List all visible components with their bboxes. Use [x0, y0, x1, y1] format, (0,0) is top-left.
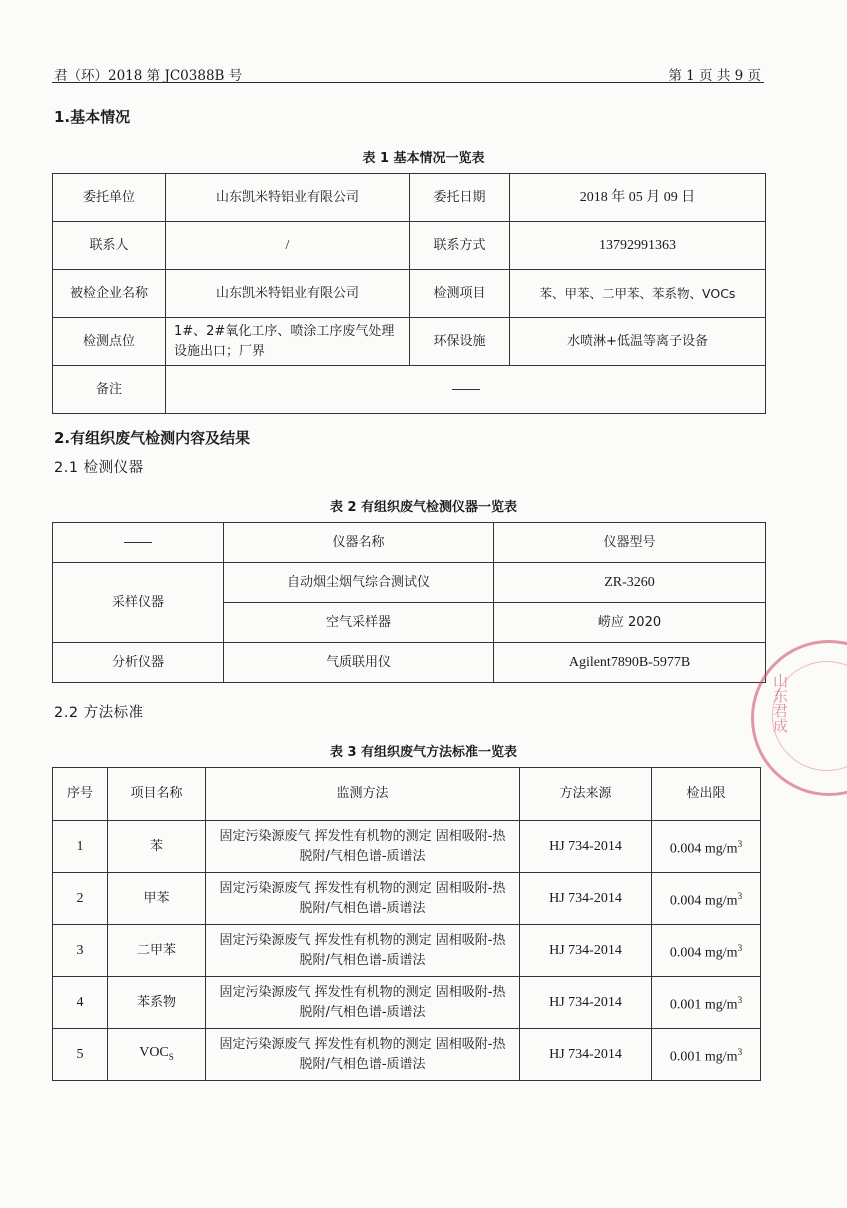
- table-row: [53, 270, 766, 318]
- cell-value: 山东凯米特铝业有限公司: [166, 174, 410, 222]
- cell-label: 委托日期: [410, 174, 510, 222]
- cell-header: 项目名称: [108, 768, 206, 821]
- cell-source: HJ 734-2014: [520, 977, 652, 1029]
- cell-limit: [652, 1029, 761, 1081]
- table-row: [53, 925, 761, 977]
- cell-header: 监测方法: [206, 768, 520, 821]
- table-row: [53, 643, 766, 683]
- table-3-caption: 表 3 有组织废气方法标准一览表: [329, 745, 518, 760]
- page-indicator: 第 1 页 共 9 页: [668, 68, 761, 84]
- cell-value: 空气采样器: [224, 603, 494, 643]
- table-row: [53, 318, 766, 366]
- cell-limit: [652, 821, 761, 873]
- cell-limit: [652, 977, 761, 1029]
- subsection-2-1-title: 2.1 检测仪器: [54, 460, 144, 476]
- cell-item: 甲苯: [108, 873, 206, 925]
- cell-label: 联系方式: [410, 222, 510, 270]
- cell-no: 3: [53, 925, 108, 977]
- cell-no: 4: [53, 977, 108, 1029]
- cell-header: 仪器名称: [224, 523, 494, 563]
- cell-value: 1#、2#氧化工序、喷涂工序废气处理设施出口；厂界: [166, 318, 410, 366]
- cell-source: HJ 734-2014: [520, 821, 652, 873]
- table-row: [53, 174, 766, 222]
- cell-label: 检测点位: [53, 318, 166, 366]
- cell-label: 联系人: [53, 222, 166, 270]
- section-1-title: 1.基本情况: [54, 108, 131, 126]
- limit-exponent: 3: [737, 890, 743, 901]
- item-subscript: S: [168, 1051, 174, 1062]
- cell-header: 序号: [53, 768, 108, 821]
- cell-value: 自动烟尘烟气综合测试仪: [224, 563, 494, 603]
- table-1-caption: 表 1 基本情况一览表: [362, 151, 485, 166]
- cell-item: [108, 1029, 206, 1081]
- cell-value: Agilent7890B-5977B: [494, 643, 766, 683]
- basic-info-table: [52, 173, 766, 414]
- table-header-row: [53, 768, 761, 821]
- cell-header: [53, 523, 224, 563]
- table-row: [53, 821, 761, 873]
- remark-value: [166, 366, 766, 414]
- cell-label: 委托单位: [53, 174, 166, 222]
- cell-value: 气质联用仪: [224, 643, 494, 683]
- cell-category: 分析仪器: [53, 643, 224, 683]
- cell-method: 固定污染源废气 挥发性有机物的测定 固相吸附-热脱附/气相色谱-质谱法: [206, 821, 520, 873]
- header-divider: [52, 82, 764, 83]
- cell-label: 环保设施: [410, 318, 510, 366]
- table-row: [53, 222, 766, 270]
- cell-item: 苯: [108, 821, 206, 873]
- table-row: [53, 366, 766, 414]
- table-row: [53, 563, 766, 603]
- cell-value: 崂应 2020: [494, 603, 766, 643]
- dash-mark: [124, 542, 152, 543]
- cell-label: 被检企业名称: [53, 270, 166, 318]
- cell-category: 采样仪器: [53, 563, 224, 643]
- method-standard-table: [52, 767, 761, 1081]
- cell-value: 13792991363: [510, 222, 766, 270]
- cell-header: 方法来源: [520, 768, 652, 821]
- limit-exponent: 3: [737, 1046, 743, 1057]
- limit-value: 0.004 mg/m: [669, 893, 738, 909]
- report-number: 君（环）2018 第 JC0388B 号: [54, 68, 243, 84]
- instrument-table: [52, 522, 766, 683]
- limit-exponent: 3: [737, 942, 743, 953]
- table-row: [53, 977, 761, 1029]
- cell-header: 检出限: [652, 768, 761, 821]
- cell-value: 2018 年 05 月 09 日: [510, 174, 766, 222]
- cell-value: /: [166, 222, 410, 270]
- cell-limit: [652, 873, 761, 925]
- cell-label: 检测项目: [410, 270, 510, 318]
- cell-method: 固定污染源废气 挥发性有机物的测定 固相吸附-热脱附/气相色谱-质谱法: [206, 1029, 520, 1081]
- cell-no: 1: [53, 821, 108, 873]
- limit-value: 0.001 mg/m: [669, 1049, 738, 1065]
- limit-value: 0.001 mg/m: [669, 997, 738, 1013]
- table-row: [53, 1029, 761, 1081]
- table-row: [53, 523, 766, 563]
- section-2-title: 2.有组织废气检测内容及结果: [54, 429, 251, 447]
- cell-value: 苯、甲苯、二甲苯、苯系物、VOCs: [510, 270, 766, 318]
- cell-source: HJ 734-2014: [520, 1029, 652, 1081]
- cell-item: 二甲苯: [108, 925, 206, 977]
- cell-source: HJ 734-2014: [520, 925, 652, 977]
- cell-no: 5: [53, 1029, 108, 1081]
- cell-limit: [652, 925, 761, 977]
- cell-label: 备注: [53, 366, 166, 414]
- limit-value: 0.004 mg/m: [669, 945, 738, 961]
- dash-mark: [452, 389, 480, 390]
- cell-method: 固定污染源废气 挥发性有机物的测定 固相吸附-热脱附/气相色谱-质谱法: [206, 977, 520, 1029]
- table-row: [53, 873, 761, 925]
- cell-source: HJ 734-2014: [520, 873, 652, 925]
- limit-value: 0.004 mg/m: [669, 841, 738, 857]
- cell-header: 仪器型号: [494, 523, 766, 563]
- cell-item: 苯系物: [108, 977, 206, 1029]
- cell-method: 固定污染源废气 挥发性有机物的测定 固相吸附-热脱附/气相色谱-质谱法: [206, 925, 520, 977]
- cell-method: 固定污染源废气 挥发性有机物的测定 固相吸附-热脱附/气相色谱-质谱法: [206, 873, 520, 925]
- cell-value: 水喷淋+低温等离子设备: [510, 318, 766, 366]
- seal-text: 山东君成: [771, 673, 789, 733]
- limit-exponent: 3: [737, 838, 743, 849]
- subsection-2-2-title: 2.2 方法标准: [54, 705, 144, 721]
- item-name: VOC: [139, 1044, 169, 1060]
- cell-value: 山东凯米特铝业有限公司: [166, 270, 410, 318]
- cell-value: ZR-3260: [494, 563, 766, 603]
- cell-no: 2: [53, 873, 108, 925]
- limit-exponent: 3: [737, 994, 743, 1005]
- table-2-caption: 表 2 有组织废气检测仪器一览表: [329, 500, 518, 515]
